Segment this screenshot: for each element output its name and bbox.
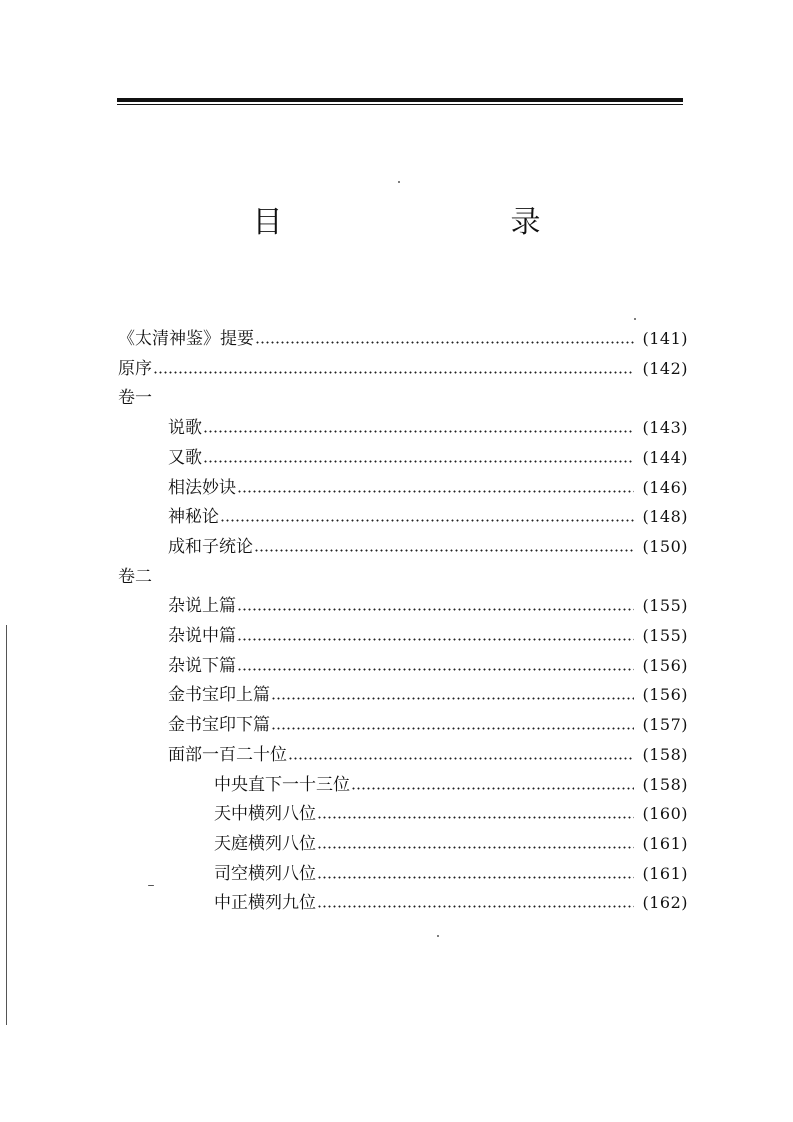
dot-leader — [317, 816, 634, 819]
toc-entry — [168, 475, 688, 501]
toc-entry-label: 又歌 — [168, 448, 202, 468]
toc-page-number: (158) — [642, 745, 688, 764]
toc-entry — [214, 890, 688, 916]
toc-entry — [214, 772, 688, 798]
dot-leader — [317, 846, 634, 849]
toc-entry — [168, 534, 688, 560]
toc-entry — [168, 742, 688, 768]
toc-entry — [118, 356, 688, 382]
scan-speck — [634, 318, 636, 320]
toc-page-number: (144) — [642, 448, 688, 467]
toc-entry — [168, 593, 688, 619]
toc-entry — [118, 326, 688, 352]
toc-entry — [168, 712, 688, 738]
toc-entry — [168, 504, 688, 530]
toc-page-number: (142) — [642, 359, 688, 378]
toc-page-number: (141) — [642, 329, 688, 348]
toc-page-number: (162) — [642, 893, 688, 912]
toc-page-number: (155) — [642, 626, 688, 645]
scan-speck — [398, 181, 400, 183]
toc-entry — [168, 415, 688, 441]
toc-page-number: (155) — [642, 596, 688, 615]
dot-leader — [237, 638, 634, 641]
dot-leader — [271, 727, 634, 730]
toc-page-number: (158) — [642, 775, 688, 794]
toc-entry-label: 面部一百二十位 — [168, 745, 287, 765]
toc-entry-label: 金书宝印上篇 — [168, 685, 270, 705]
toc-entry — [168, 623, 688, 649]
header-rule-thin — [117, 104, 683, 105]
toc-entry-label: 卷一 — [118, 388, 152, 408]
toc-entry-label: 天中横列八位 — [214, 804, 316, 824]
toc-entry-label: 成和子统论 — [168, 537, 253, 557]
header-rule-thick — [117, 98, 683, 102]
toc-page-number: (143) — [642, 418, 688, 437]
toc-entry-label: 杂说中篇 — [168, 626, 236, 646]
toc-entry-label: 原序 — [118, 359, 152, 379]
dot-leader — [351, 787, 634, 790]
toc-entry-label: 杂说上篇 — [168, 596, 236, 616]
toc-page-number: (160) — [642, 804, 688, 823]
dot-leader — [220, 519, 634, 522]
scan-speck — [437, 935, 439, 937]
page-title: 目 录 — [252, 205, 597, 240]
dot-leader — [288, 757, 634, 760]
toc-entry — [168, 682, 688, 708]
toc-page-number: (161) — [642, 864, 688, 883]
toc-entry — [168, 653, 688, 679]
toc-entry-label: 杂说下篇 — [168, 656, 236, 676]
dot-leader — [317, 905, 634, 908]
toc-entry-label: 说歌 — [168, 418, 202, 438]
toc-entry-label: 《太清神鉴》提要 — [118, 329, 254, 349]
toc-page-number: (161) — [642, 834, 688, 853]
scan-speck — [148, 885, 154, 886]
toc-entry-label: 卷二 — [118, 567, 152, 587]
toc-entry-label: 中央直下一十三位 — [214, 775, 350, 795]
toc-entry-label: 天庭横列八位 — [214, 834, 316, 854]
dot-leader — [203, 430, 634, 433]
toc-entry-label: 中正横列九位 — [214, 893, 316, 913]
dot-leader — [317, 876, 634, 879]
dot-leader — [255, 341, 634, 344]
toc-entry — [214, 861, 688, 887]
dot-leader — [271, 697, 634, 700]
toc-section-heading — [118, 385, 688, 411]
toc-page-number: (146) — [642, 478, 688, 497]
toc-entry-label: 相法妙诀 — [168, 478, 236, 498]
toc-entry — [214, 831, 688, 857]
toc-page-number: (148) — [642, 507, 688, 526]
dot-leader — [237, 490, 634, 493]
toc-page-number: (156) — [642, 656, 688, 675]
toc-entry — [168, 445, 688, 471]
toc-entry — [214, 801, 688, 827]
toc-entry-label: 金书宝印下篇 — [168, 715, 270, 735]
scan-edge-line — [6, 625, 7, 1025]
toc-section-heading — [118, 564, 688, 590]
toc-page-number: (150) — [642, 537, 688, 556]
toc-entry-label: 神秘论 — [168, 507, 219, 527]
toc-page-number: (156) — [642, 685, 688, 704]
dot-leader — [153, 371, 634, 374]
dot-leader — [237, 668, 634, 671]
toc-entry-label: 司空横列八位 — [214, 864, 316, 884]
toc-page-number: (157) — [642, 715, 688, 734]
dot-leader — [237, 608, 634, 611]
dot-leader — [203, 460, 634, 463]
dot-leader — [254, 549, 634, 552]
